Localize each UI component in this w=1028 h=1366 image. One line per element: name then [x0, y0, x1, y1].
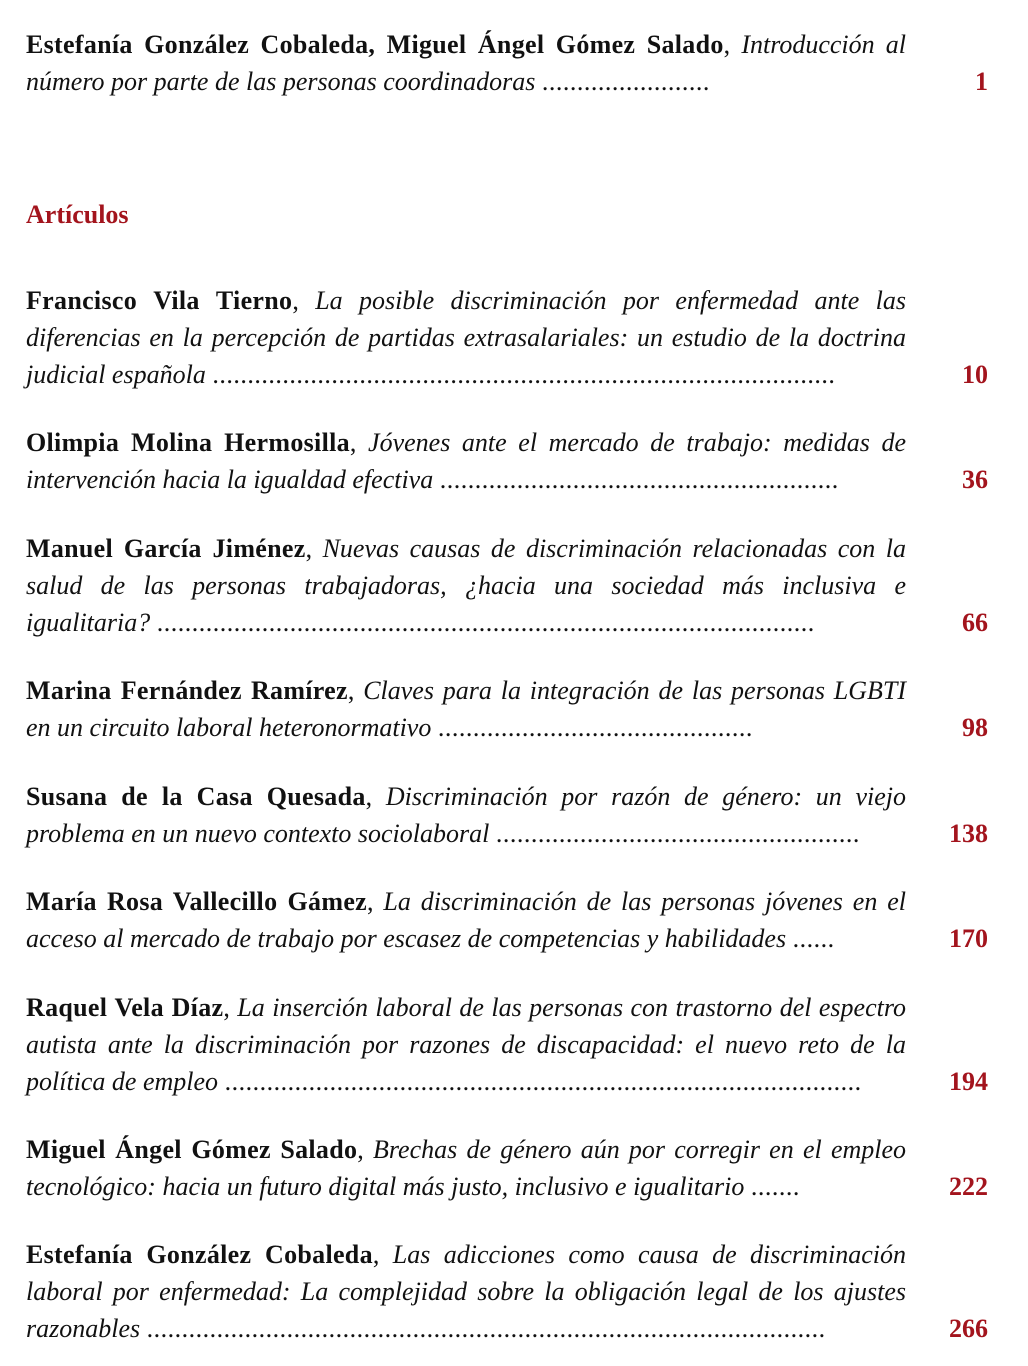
toc-title: La posible discriminación por enfermedad ante las diferencias en la percepción de partidas extrasalariales: un estudio de la doctrina judicial española: [26, 286, 907, 389]
toc-title: Discriminación por razón de género: un viejo problema en un nuevo contexto sociolaboral: [26, 782, 907, 848]
toc-page-number: 266: [949, 1314, 988, 1343]
toc-title: Las adicciones como causa de discriminación laboral por enfermedad: La complejidad sobre la obligación legal de los ajustes razonables: [26, 1240, 907, 1343]
toc-entry[interactable]: [26, 778, 988, 852]
toc-entry-text: [26, 26, 906, 100]
toc-entry[interactable]: [26, 530, 988, 641]
toc-leader-dots: .........................................................: [439, 465, 839, 494]
toc-entry[interactable]: [26, 282, 988, 393]
toc-page-number: 98: [962, 713, 988, 742]
toc-entry[interactable]: [26, 424, 988, 498]
toc-title: Introducción al número por parte de las personas coordinadoras: [26, 30, 907, 96]
toc-title: Nuevas causas de discriminación relacionadas con la salud de las personas trabajadoras, ¿hacia una sociedad más inclusiva e igualitaria?: [26, 534, 907, 637]
toc-author: Manuel García Jiménez: [26, 534, 306, 563]
toc-entry-text: [26, 1236, 906, 1347]
toc-separator: ,: [372, 1240, 393, 1269]
toc-leader-dots: .............................................: [437, 713, 753, 742]
toc-author: Marina Fernández Ramírez: [26, 676, 348, 705]
toc-author: Olimpia Molina Hermosilla: [26, 428, 350, 457]
toc-title: La discriminación de las personas jóvenes en el acceso al mercado de trabajo por escasez de competencias y habilidades: [26, 887, 906, 953]
toc-leader-dots: ......: [792, 924, 835, 953]
toc-leader-dots: .........................................................................................: [212, 360, 836, 389]
toc-entry-text: [26, 672, 906, 746]
toc-page-number: 36: [962, 465, 988, 494]
toc-separator: ,: [349, 428, 369, 457]
toc-leader-dots: .......: [750, 1172, 800, 1201]
toc-page-number: 194: [949, 1067, 988, 1096]
toc-author: María Rosa Vallecillo Gámez: [26, 887, 367, 916]
toc-entry[interactable]: [26, 672, 988, 746]
toc-author: Estefanía González Cobaleda, Miguel Ángel Gómez Salado: [26, 30, 724, 59]
toc-page-number: 170: [949, 924, 988, 953]
toc-entry-text: [26, 282, 906, 393]
section-heading: Artículos: [26, 200, 129, 229]
toc-title: Jóvenes ante el mercado de trabajo: medidas de intervención hacia la igualdad efectiva: [26, 428, 907, 494]
toc-leader-dots: ...........................................................................................: [224, 1067, 862, 1096]
toc-leader-dots: .................................................................................................: [146, 1314, 826, 1343]
toc-author: Francisco Vila Tierno: [26, 286, 293, 315]
toc-leader-dots: ....................................................: [495, 819, 860, 848]
toc-entry-text: [26, 424, 906, 498]
toc-title: Brechas de género aún por corregir en el empleo tecnológico: hacia un futuro digital más justo, inclusivo e igualitario: [26, 1135, 907, 1201]
toc-entry[interactable]: [26, 1236, 988, 1347]
toc-page-number: 222: [949, 1172, 988, 1201]
toc-title: Claves para la integración de las personas LGBTI en un circuito laboral heteronormativo: [26, 676, 906, 742]
toc-entry[interactable]: [26, 1131, 988, 1205]
toc-page-number: 66: [962, 608, 988, 637]
toc-leader-dots: ........................: [541, 67, 710, 96]
toc-separator: ,: [223, 993, 238, 1022]
toc-author: Raquel Vela Díaz: [26, 993, 224, 1022]
toc-author: Miguel Ángel Gómez Salado: [26, 1135, 358, 1164]
toc-page-number: 10: [962, 360, 988, 389]
toc-entry-intro[interactable]: [26, 26, 988, 100]
toc-separator: ,: [305, 534, 323, 563]
toc-entry-text: [26, 989, 906, 1100]
toc-entry[interactable]: [26, 883, 988, 957]
toc-title: La inserción laboral de las personas con trastorno del espectro autista ante la discriminación por razones de discapacidad: el nuevo reto de la política de empleo: [26, 993, 907, 1096]
toc-entry-text: [26, 530, 906, 641]
toc-entry-text: [26, 883, 906, 957]
toc-entry[interactable]: [26, 989, 988, 1100]
toc-leader-dots: ..............................................................................................: [156, 608, 815, 637]
toc-separator: ,: [357, 1135, 374, 1164]
toc-entry-text: [26, 1131, 906, 1205]
toc-page-number: 1: [975, 67, 988, 96]
toc-separator: ,: [292, 286, 316, 315]
toc-separator: ,: [723, 30, 742, 59]
toc-entry-text: [26, 778, 906, 852]
toc-separator: ,: [367, 887, 384, 916]
toc-separator: ,: [365, 782, 386, 811]
toc-author: Estefanía González Cobaleda: [26, 1240, 373, 1269]
toc-author: Susana de la Casa Quesada: [26, 782, 366, 811]
toc-page-number: 138: [949, 819, 988, 848]
toc-separator: ,: [347, 676, 364, 705]
